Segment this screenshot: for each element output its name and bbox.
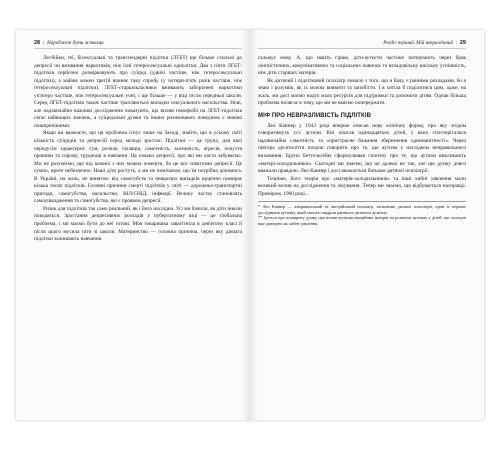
paragraph: Точніше, його теорія про «матерів-холодильників» та інші хибні уявлення мали великий вплив на дослідження та лікування. Тепер ми знаємо, що відбувається насправді. Приміром, 1960 році... <box>258 175 466 197</box>
left-body-text <box>34 55 242 244</box>
right-page <box>250 30 484 420</box>
left-running-header <box>34 40 242 49</box>
paragraph: Лео Каннер у 1943 році вперше описав нову клінічну форму, про яку згодом говоритимуть усі: аутизм. Він описав одинадцятьох дітей, у яких спостерігалася надзвичайна самотність та «пристрасне бажання збереження одноманітності». Через півтора десятиліття почали говорити про те, що аутизм є наслідком неправильного виховання. Бруно Беттельгейм сформулював гіпотезу про те, що аутизм викликають «матері-холодильники». Сьогодні ми знаємо, що це далеко не так, але цю думку довго вважали правдою. Лео Каннер і досі вважається батьком дитячої психіатрії. <box>258 122 466 175</box>
paragraph: Лесбійки, геї, бісексуальні та трансгендерні підлітки (ЛГБТ) ще більше схильні до депресії чи вживання наркотиків, ніж їхні гетеросексуальні однолітки. Два з п'яти ЛГБТ-підлітків серйозно розмірковують про суїцид (удвічі частіше, ніж гетеросексуальні підлітки), а майже кожен третій вчиняє таку спробу (у чотири-п'ять разів частіше, ніж гетеросексуальні підлітки). ЛГБТ-старшокласники вживають заборонені наркотики уп'ятеро частіше, ніж гетеросексуальні учні, і ще більше — у віці після середньої школи. Серед ЛГБТ-підлітків також частіше трапляються випадки сексуального насильства. Нові, але надзвичайно важливі дослідження показують, що вплив гомофобії на ЛГБТ-підлітків сягає найвищих значень, а суїцидальні думки та інших ризикованих поведінок є значно поширенішими. <box>34 55 242 129</box>
right-body-text <box>258 55 466 226</box>
paragraph: гальмує мову. А, що навіть гірше, діти-аутисти частіше потерпають через брак лінгвістичних, комунікативних та соціальних навичок та незадовільну шкільну успішність, ніж діти старших матерів. <box>258 55 466 77</box>
right-running-header <box>258 40 466 49</box>
footnote: * Лео Каннер — американський та австрійський психіатр, засновник дитячої психіатрії, один із перших дослідників аутизму, який описав синдром раннього дитячого аутизму. <box>258 204 466 215</box>
page-number: 28 <box>34 40 41 46</box>
paragraph: Якщо ви вважаєте, що ця проблема існує лише на Заході, знайте, що в усьому світі кількість суїцидів та депресій серед молоді зростає. Підлітки — це група, для якої передусім характерні: сум, розпач, ізоляція, самотність, залежність, агресія, почуття провини та сорому, труднощі в навчанні. Це ознаки депресії, про які ми часто забуваємо. Ми не розуміємо, що від кожної з них можна померти, бо це все симптоми депресії. Це сумно, проте небезпечно. Наші діти ростуть, а ми не помічаємо, що їм потрібна допомога. В Україні, на жаль, не виняток: від самогубств та нещасних випадків щорічно помирає кілька тисяч підлітків. Головні причини смерті підлітків у світі — дорожньо-транспортні пригоди, самогубства, насильство, ВІЛ/СНІД, інфекції. Велику частку становлять самоушкодження та самогубства, які є проявом депресії. <box>34 130 242 205</box>
page-number: 29 <box>459 40 466 46</box>
running-title: Народжені бути жінками <box>47 41 104 46</box>
header-separator: | <box>43 41 45 46</box>
paragraph: Ризик для підлітків так само реальний, як і його наслідки. Усі ми бачили, як діти інколи поводяться. Зростання депресивних розладів у пубертатному віці — це глобальна проблема, і ми маємо бути до неї готові. Моя товаришка завагітніла в дев'ятому класі й після цього мусила піти зі школи. Материнство — головна причина, через яку дівчата підлітки залишають навчання. <box>34 205 242 243</box>
footnote: ** Ідеться про поширену думку про вплив мультиплікаційних матерів на розвиток аутизму у дітей, що сьогодні вже доведено як хибне уявлення. <box>258 215 466 226</box>
book-spread <box>16 30 484 420</box>
running-title: Розділ перший. Мій невралгічний <box>383 41 453 46</box>
paragraph: Як дитячий і підлітковий психіатр чимало з того, що я бачу, є ранніми розладами, бо я знаю і розумію, як їх можна виявити та запобігти. І я хотіла б поділитися цим, адже, на жаль, ми досі маємо надто мало ресурсів для підтримки та допомоги дітям. Однак більша проблема полягає в тому, що ми не вміємо попереджати. <box>258 77 466 107</box>
footnotes <box>258 201 466 226</box>
left-page <box>16 30 250 420</box>
header-separator: | <box>455 41 457 46</box>
section-heading: МІФ ПРО НЕВРАЗЛИВІСТЬ ПІДЛІТКІВ <box>258 112 372 119</box>
